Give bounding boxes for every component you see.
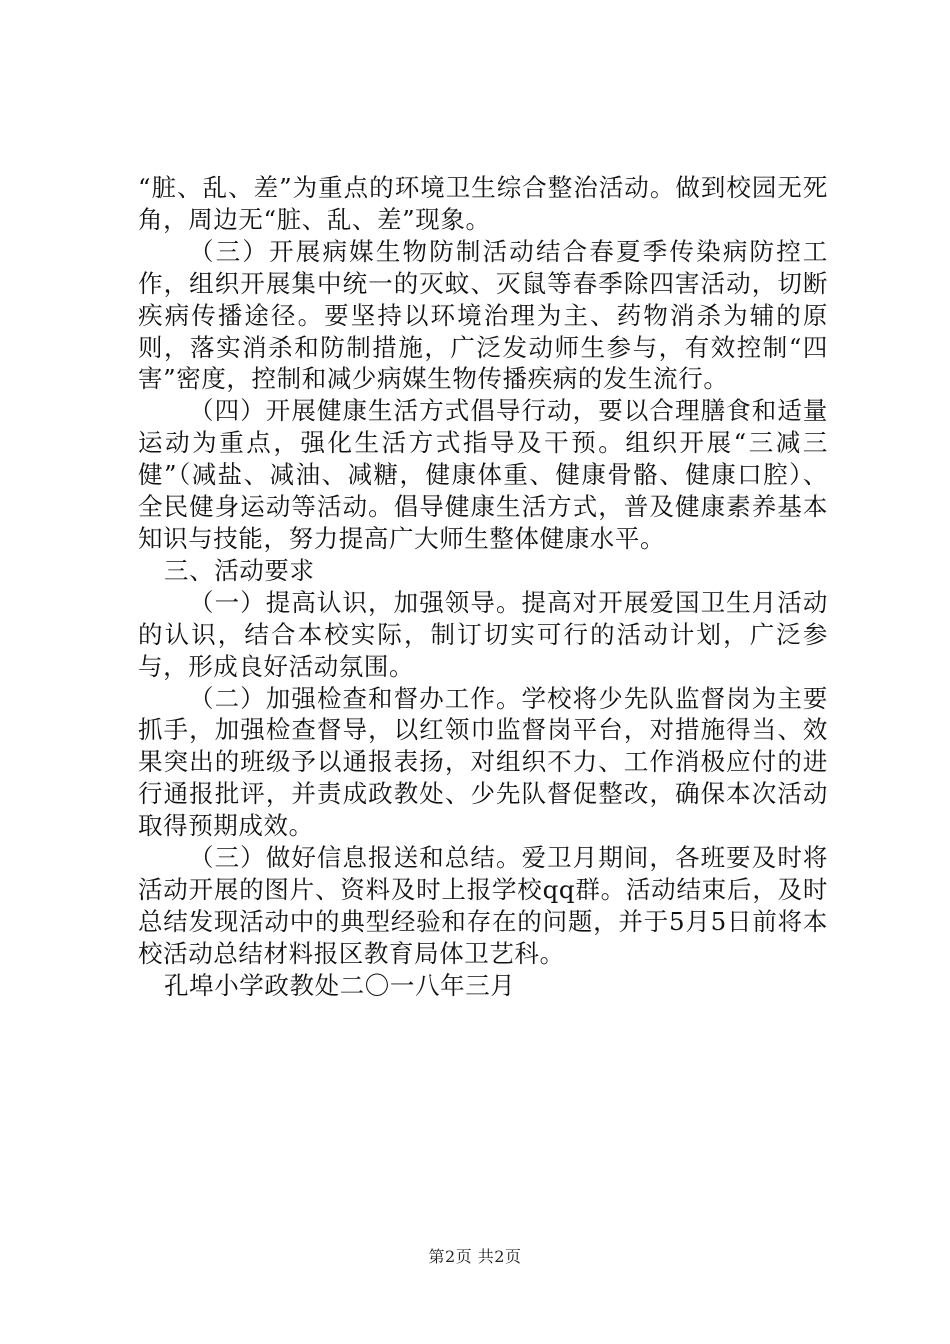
paragraph-requirement-2: （二）加强检查和督办工作。学校将少先队监督岗为主要抓手，加强检查督导，以红领巾监督岗平台，对措施得当、效果突出的班级予以通报表扬，对组织不力、工作消极应付的进行通报批评，并责成政教处、少先队督促整改，确保本次活动取得预期成效。 (138, 683, 828, 841)
paragraph-requirement-3: （三）做好信息报送和总结。爱卫月期间，各班要及时将活动开展的图片、资料及时上报学校qq群。活动结束后，及时总结发现活动中的典型经验和存在的问题，并于5月5日前将本校活动总结材料报区教育局体卫艺科。 (138, 843, 828, 968)
paragraph-requirement-1: （一）提高认识，加强领导。提高对开展爱国卫生月活动的认识，结合本校实际，制订切实可行的活动计划，广泛参与，形成良好活动氛围。 (138, 587, 828, 681)
section-heading-requirements: 三、活动要求 (164, 555, 315, 585)
paragraph-item-4: （四）开展健康生活方式倡导行动，要以合理膳食和适量运动为重点，强化生活方式指导及干预。组织开展“三减三健”（减盐、减油、减糖，健康体重、健康骨骼、健康口腔）、全民健身运动等活动。倡导健康生活方式，普及健康素养基本知识与技能，努力提高广大师生整体健康水平。 (138, 396, 828, 553)
paragraph-continuation: “脏、乱、差”为重点的环境卫生综合整治活动。做到校园无死角，周边无“脏、乱、差”现象。 (138, 173, 828, 234)
document-body (138, 172, 828, 1002)
page-number-footer: 第2页 共2页 (428, 1247, 522, 1266)
signature-line: 孔埠小学政教处二〇一八年三月 (164, 970, 516, 1000)
paragraph-item-3: （三）开展病媒生物防制活动结合春夏季传染病防控工作，组织开展集中统一的灭蚊、灭鼠等春季除四害活动，切断疾病传播途径。要坚持以环境治理为主、药物消杀为辅的原则，落实消杀和防制措施，广泛发动师生参与，有效控制“四害”密度，控制和减少病媒生物传播疾病的发生流行。 (138, 236, 828, 394)
